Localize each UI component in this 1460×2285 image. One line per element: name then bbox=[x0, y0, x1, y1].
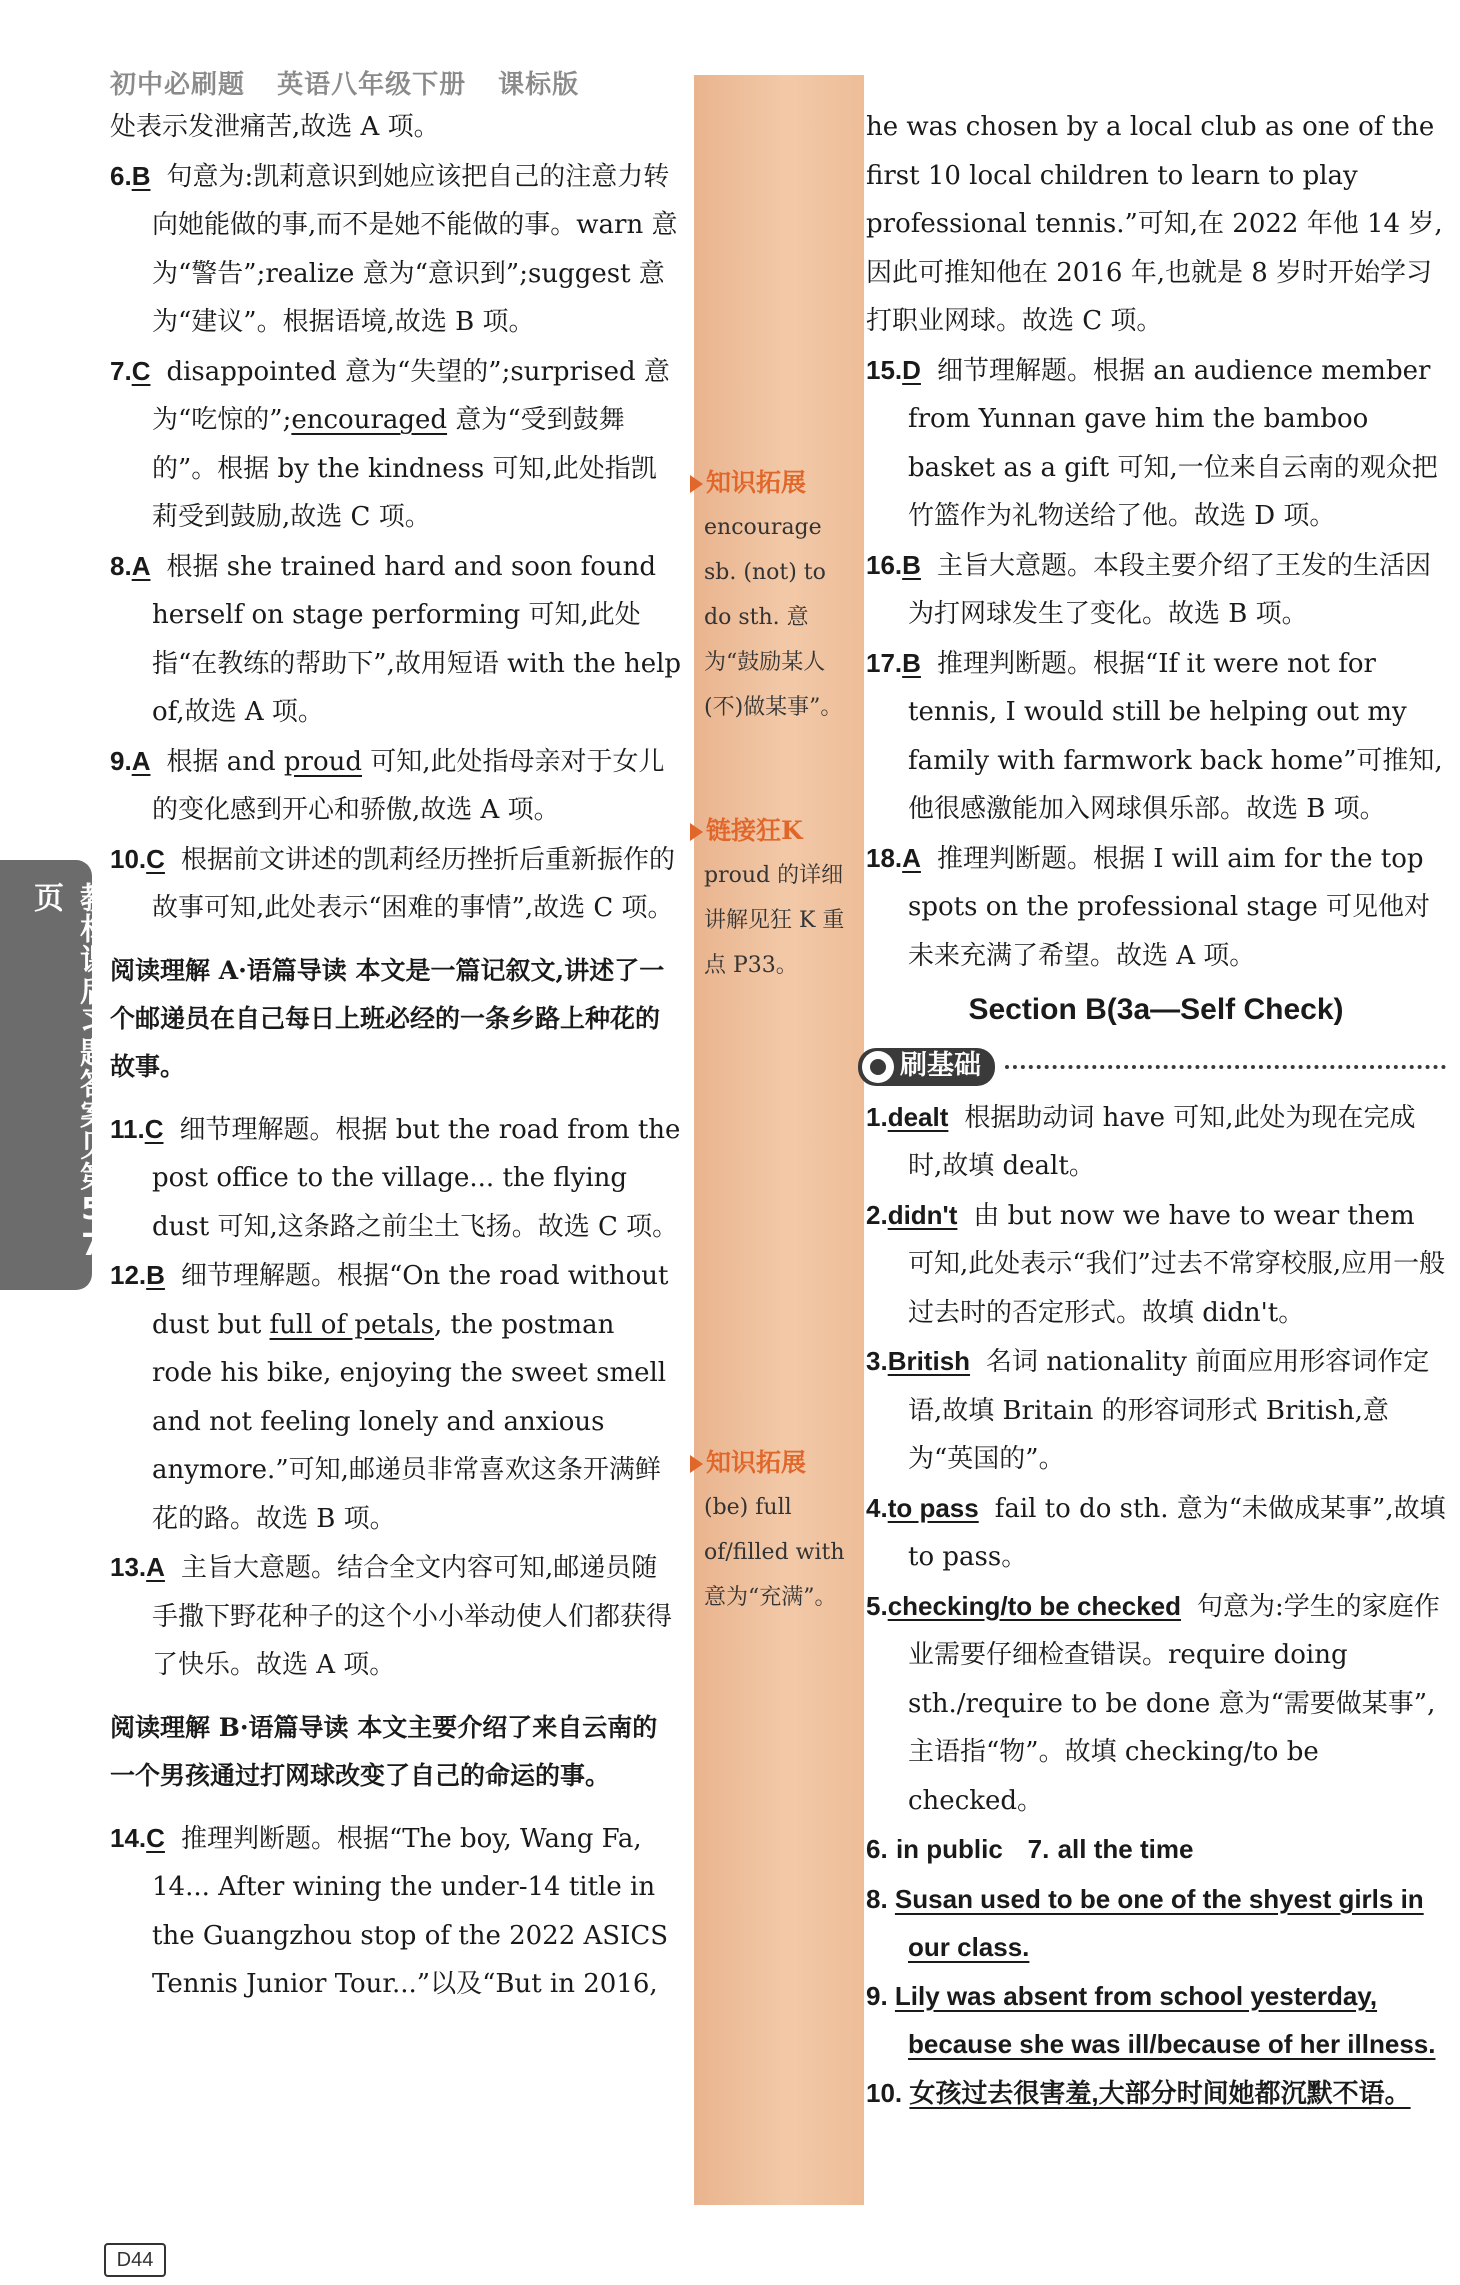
answer-item-14 bbox=[110, 1814, 682, 2009]
item-explanation: 推理判断题。根据“If it were not for tennis, I would still be helping out my family with farmwork back home”可推知,他很感激能加入网球俱乐部。故选 B 项。 bbox=[908, 648, 1443, 824]
note-body: encourage sb. (not) to do sth. 意为“鼓励某人(不)做某事”。 bbox=[704, 515, 843, 720]
item-number: 7. bbox=[110, 355, 132, 386]
arrow-icon bbox=[690, 475, 703, 493]
item-number: 11. bbox=[110, 1113, 145, 1144]
item-explanation-cont: 意为“受到鼓舞的”。根据 by the kindness 可知,此处指凯莉受到鼓励,故选 C 项。 bbox=[152, 405, 657, 532]
page-number: D44 bbox=[104, 2243, 166, 2277]
item-answer: A bbox=[146, 1552, 165, 1582]
fill-item-1 bbox=[866, 1093, 1446, 1191]
answer-item-9 bbox=[110, 737, 682, 835]
continued-text: 处表示发泄痛苦,故选 A 项。 bbox=[110, 112, 440, 142]
answer-item-8 bbox=[110, 542, 682, 737]
right-column bbox=[866, 103, 1446, 2117]
note-tag: 知识拓展 bbox=[690, 1440, 864, 1485]
reading-a-guide: 阅读理解 A·语篇导读 本文是一篇记叙文,讲述了一个邮递员在自己每日上班必经的一条乡路上种花的故事。 bbox=[110, 955, 665, 1081]
item-number: 14. bbox=[110, 1822, 147, 1853]
item-answer: Susan used to be one of the shyest girls in our class. bbox=[894, 1883, 1424, 1962]
page-header bbox=[110, 64, 601, 101]
item-explanation: disappointed 意为“失望的”;surprised 意为“吃惊的”; bbox=[152, 356, 670, 435]
item-number: 12. bbox=[110, 1260, 147, 1290]
basics-badge: 刷基础 bbox=[858, 1048, 995, 1086]
book-title: 初中必刷题 bbox=[110, 70, 246, 100]
item-number: 13. bbox=[110, 1552, 147, 1582]
item-answer: C bbox=[144, 1113, 164, 1144]
item-explanation: 推理判断题。根据 I will aim for the top spots on the professional stage 可见他对未来充满了希望。故选 A 项。 bbox=[908, 843, 1431, 971]
item-number: 10. bbox=[110, 843, 147, 874]
item-explanation: 根据助动词 have 可知,此处为现在完成时,故填 dealt。 bbox=[908, 1102, 1416, 1181]
item-number: 9. bbox=[866, 1980, 888, 2011]
item-number: 3. bbox=[866, 1346, 888, 1376]
note-tag: 知识拓展 bbox=[690, 460, 864, 505]
side-note-2 bbox=[694, 808, 864, 988]
answer-item-18 bbox=[866, 834, 1446, 981]
note-tag: 链接狂K bbox=[690, 808, 864, 853]
pen-icon bbox=[862, 1051, 894, 1083]
note-body: proud 的详细讲解见狂 K 重点 P33。 bbox=[704, 863, 845, 978]
item-number: 6. bbox=[110, 160, 132, 191]
item-number: 10. bbox=[866, 2077, 903, 2108]
item-number: 8. bbox=[110, 550, 132, 581]
item-answer: British bbox=[887, 1346, 971, 1376]
item-answer: B bbox=[902, 647, 921, 678]
reading-b-guide: 阅读理解 B·语篇导读 本文主要介绍了来自云南的一个男孩通过打网球改变了自己的命运的事。 bbox=[110, 1712, 658, 1790]
fill-item-8 bbox=[866, 1875, 1446, 1972]
item-number: 7. bbox=[1027, 1834, 1050, 1864]
item-explanation: 由 but now we have to wear them 可知,此处表示“我们”过去不常穿校服,应用一般过去时的否定形式。故填 didn't。 bbox=[908, 1200, 1446, 1328]
item-explanation: 细节理解题。根据 an audience member from Yunnan gave him the bamboo basket as a gift 可知,一位来自云南的观众把竹篮作为礼物送给了他。故选 D 项。 bbox=[908, 355, 1438, 531]
item-explanation-cont: 可知,此处指母亲对于女儿的变化感到开心和骄傲,故选 A 项。 bbox=[152, 746, 665, 825]
item-number: 5. bbox=[866, 1590, 888, 1621]
item-answer: A bbox=[131, 745, 151, 776]
item-explanation: 句意为:学生的家庭作业需要仔细检查错误。require doing sth./require to be done 意为“需要做某事”,主语指“物”。故填 checking/to be checked。 bbox=[908, 1591, 1440, 1816]
item-number: 1. bbox=[866, 1101, 888, 1132]
side-note-3 bbox=[694, 1440, 864, 1620]
item-answer: Lily was absent from school yesterday, because she was ill/because of her illness. bbox=[894, 1980, 1436, 2059]
notes-column-background bbox=[694, 75, 864, 2205]
item-number: 18. bbox=[866, 842, 903, 873]
item-number: 15. bbox=[866, 354, 903, 385]
item-explanation: 根据 and bbox=[166, 746, 284, 777]
basics-banner bbox=[858, 1043, 1446, 1091]
item-explanation: 根据前文讲述的凯莉经历挫折后重新振作的故事可知,此处表示“困难的事情”,故选 C 项。 bbox=[152, 844, 675, 923]
item-number: 8. bbox=[866, 1883, 888, 1914]
item-number: 6. bbox=[866, 1834, 888, 1864]
answer-item-15 bbox=[866, 346, 1446, 541]
answer-item-16 bbox=[866, 541, 1446, 639]
item-explanation: 细节理解题。根据“On the road without dust but bbox=[152, 1261, 669, 1340]
answer-item-6 bbox=[110, 152, 682, 347]
fill-item-10 bbox=[866, 2069, 1446, 2118]
item-explanation: 主旨大意题。结合全文内容可知,邮递员随手撒下野花种子的这个小小举动使人们都获得了快乐。故选 A 项。 bbox=[152, 1553, 673, 1680]
item-explanation: 主旨大意题。本段主要介绍了王发的生活因为打网球发生了变化。故选 B 项。 bbox=[908, 550, 1431, 629]
fill-item-6-7 bbox=[866, 1825, 1446, 1875]
item-answer: C bbox=[131, 355, 151, 386]
answer-item-7 bbox=[110, 347, 682, 542]
side-tab-label: 教材课后习题答案见第57页 bbox=[28, 882, 109, 1264]
item-answer: didn't bbox=[887, 1199, 958, 1230]
item-number: 4. bbox=[866, 1492, 888, 1523]
side-note-1 bbox=[694, 460, 864, 730]
arrow-icon bbox=[690, 823, 703, 841]
fill-item-4 bbox=[866, 1484, 1446, 1582]
item-answer: D bbox=[902, 354, 921, 385]
item-explanation: 名词 nationality 前面应用形容词作定语,故填 Britain 的形容词形式 British,意为“英国的”。 bbox=[908, 1347, 1430, 1474]
item-answer: C bbox=[146, 843, 165, 874]
answer-item-11 bbox=[110, 1105, 682, 1252]
item-explanation: 根据 she trained hard and soon found herself on stage performing 可知,此处指“在教练的帮助下”,故用短语 with the help of,故选 A 项。 bbox=[152, 551, 682, 727]
item-number: 9. bbox=[110, 745, 132, 776]
item-answer: all the time bbox=[1057, 1834, 1194, 1864]
underlined-term: encouraged bbox=[291, 405, 448, 435]
subject-title: 英语八年级下册 bbox=[277, 70, 467, 100]
underlined-term: proud bbox=[283, 746, 363, 777]
section-heading: Section B(3a—Self Check) bbox=[968, 993, 1344, 1026]
item-explanation: 句意为:凯莉意识到她应该把自己的注意力转向她能做的事,而不是她不能做的事。warn 意为“警告”;realize 意为“意识到”;suggest 意为“建议”。根据语境,故选 B 项。 bbox=[152, 161, 678, 337]
item-number: 2. bbox=[866, 1199, 888, 1230]
side-tab bbox=[0, 860, 109, 1290]
item-explanation: 细节理解题。根据 but the road from the post office to the village... the flying dust 可知,这条路之前尘土飞扬。故选 C 项。 bbox=[152, 1114, 681, 1242]
left-column bbox=[110, 103, 682, 2009]
answer-item-13 bbox=[110, 1543, 682, 1690]
item-answer: B bbox=[902, 549, 921, 580]
answer-item-17 bbox=[866, 639, 1446, 834]
item-answer: B bbox=[146, 1260, 165, 1290]
item-explanation: 推理判断题。根据“The boy, Wang Fa, 14... After wining the under-14 title in the Guangzhou stop of the 2022 ASICS Tennis Junior Tour...”以及“But in 2016, bbox=[152, 1823, 669, 1999]
fill-item-9 bbox=[866, 1972, 1446, 2069]
item-explanation: fail to do sth. 意为“未做成某事”,故填 to pass。 bbox=[908, 1493, 1446, 1572]
item-answer: B bbox=[131, 160, 151, 191]
item-number: 17. bbox=[866, 647, 903, 678]
answer-item-12 bbox=[110, 1251, 682, 1543]
item-answer: 女孩过去很害羞,大部分时间她都沉默不语。 bbox=[909, 2077, 1411, 2108]
item-answer: to pass bbox=[887, 1492, 979, 1523]
continued-text: he was chosen by a local club as one of the first 10 local children to learn to play professional tennis.”可知,在 2022 年他 14 岁,因此可推知他在 2016 年,也就是 8 岁时开始学习打职业网球。故选 C 项。 bbox=[866, 112, 1443, 336]
answer-item-10 bbox=[110, 835, 682, 933]
item-answer: A bbox=[902, 842, 921, 873]
dotted-divider bbox=[1005, 1065, 1446, 1069]
item-answer: C bbox=[146, 1822, 165, 1853]
underlined-term: full of petals bbox=[269, 1309, 434, 1340]
item-number: 16. bbox=[866, 549, 903, 580]
edition-label: 课标版 bbox=[498, 70, 580, 100]
fill-item-5 bbox=[866, 1582, 1446, 1826]
item-answer: in public bbox=[895, 1834, 1003, 1864]
fill-item-2 bbox=[866, 1191, 1446, 1338]
fill-item-3 bbox=[866, 1337, 1446, 1484]
note-body: (be) full of/filled with 意为“充满”。 bbox=[704, 1495, 845, 1610]
item-answer: dealt bbox=[887, 1101, 949, 1132]
item-answer: A bbox=[131, 550, 151, 581]
item-answer: checking/to be checked bbox=[887, 1590, 1182, 1621]
arrow-icon bbox=[690, 1455, 703, 1473]
item-explanation-cont: , the postman rode his bike, enjoying the sweet smell and not feeling lonely and anxious anymore.”可知,邮递员非常喜欢这条开满鲜花的路。故选 B 项。 bbox=[152, 1309, 667, 1534]
